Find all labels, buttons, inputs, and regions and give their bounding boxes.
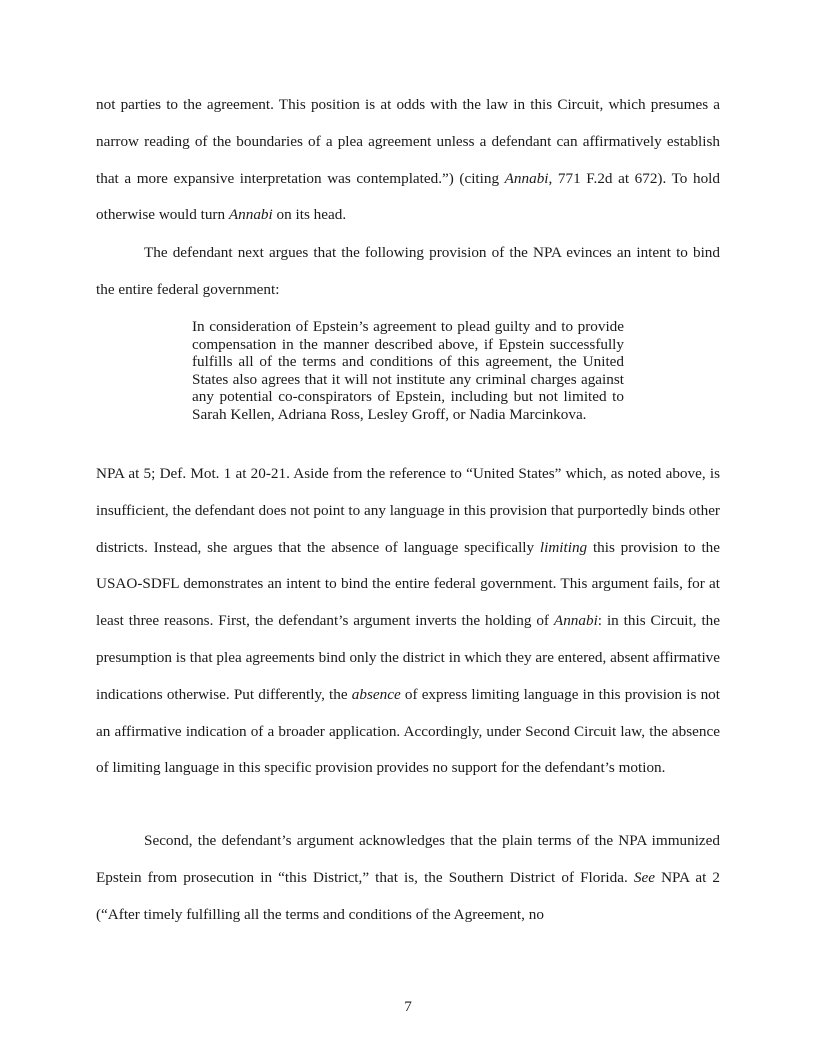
paragraph-3-text-4: of express limiting language in this provision is not an affirmative indication of a broader application. Accordingly, under Second Circuit law, the absence of limiting language in this specific provision provides no support for the defendant’s motion. <box>96 685 720 777</box>
case-citation-annabi: Annabi <box>553 612 598 630</box>
paragraph-4-text-1: Second, the defendant’s argument acknowledges that the plain terms of the NPA immunized Epstein from prosecution in “this District,” that is, the Southern District of Florida. <box>96 832 720 886</box>
case-citation-annabi: Annabi <box>504 169 549 187</box>
paragraph-4 <box>96 823 720 933</box>
paragraph-3 <box>96 456 720 787</box>
paragraph-3-text-1: NPA at 5; Def. Mot. 1 at 20-21. Aside from the reference to “United States” which, as noted above, is insufficient, the defendant does not point to any language in this provision that purportedly binds other districts. Instead, she argues that the absence of language specifically <box>96 465 720 556</box>
paragraph-2 <box>96 235 720 309</box>
paragraph-1-text-1: not parties to the agreement. This position is at odds with the law in this Circuit, which presumes a narrow reading of the boundaries of a plea agreement unless a defendant can affirmatively establish that a more expansive interpretation was contemplated.”) (citing <box>96 96 720 187</box>
paragraph-4-text-2: NPA at 2 (“After timely fulfilling all the terms and conditions of the Agreement, no <box>96 868 721 923</box>
block-quote: In consideration of Epstein’s agreement to plead guilty and to provide compensation in the manner described above, if Epstein successfully fulfills all of the terms and conditions of this agreement, the United States also agrees that it will not institute any criminal charges against any potential co-conspirators of Epstein, including but not limited to Sarah Kellen, Adriana Ross, Lesley Groff, or Nadia Marcinkova. <box>192 318 624 423</box>
paragraph-3-text-3: : in this Circuit, the presumption is that plea agreements bind only the district in which they are entered, absent affirmative indications otherwise. Put differently, the <box>96 612 720 703</box>
paragraph-1-text-3: on its head. <box>272 206 347 224</box>
page-number: 7 <box>404 998 412 1015</box>
signal-see: See <box>633 868 655 886</box>
paragraph-2-text: The defendant next argues that the following provision of the NPA evinces an intent to bind the entire federal government: <box>96 244 720 298</box>
emphasis-absence: absence <box>351 685 401 703</box>
emphasis-limiting: limiting <box>539 538 588 556</box>
case-citation-annabi: Annabi <box>228 206 273 224</box>
paragraph-1 <box>96 87 720 234</box>
paragraph-1-text-2: , 771 F.2d at 672). To hold otherwise would turn <box>96 169 720 224</box>
paragraph-3-text-2: this provision to the USAO-SDFL demonstrates an intent to bind the entire federal government. This argument fails, for at least three reasons. First, the defendant’s argument inverts the holding of <box>96 538 720 630</box>
